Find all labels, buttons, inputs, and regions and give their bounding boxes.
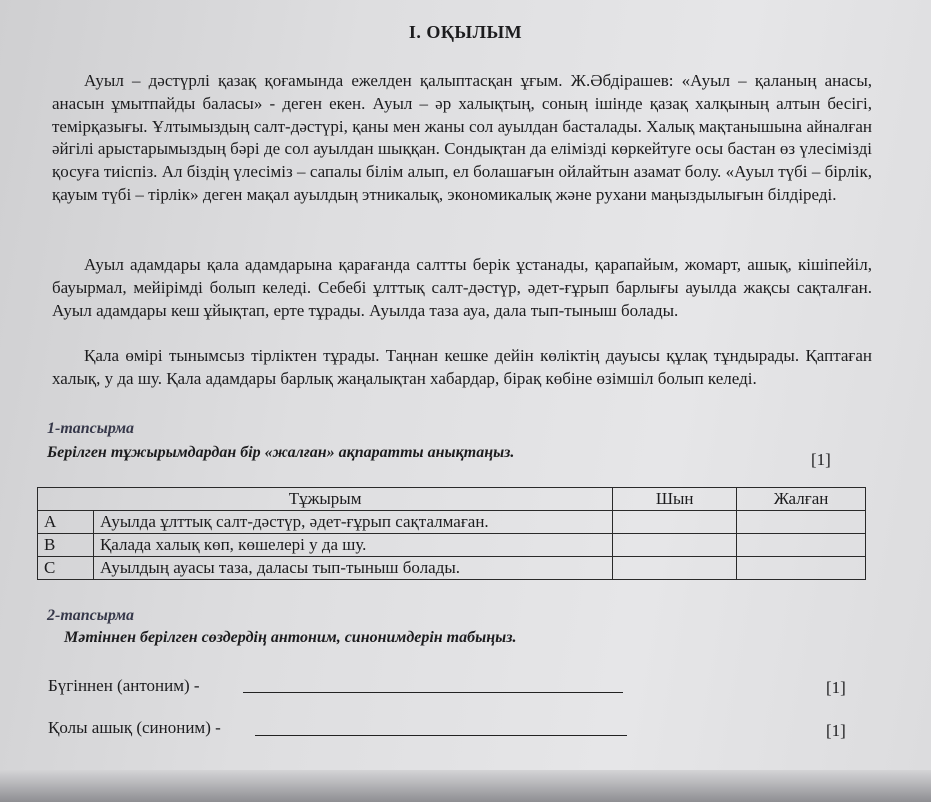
row-letter: A [38, 511, 94, 534]
paragraph-3: Қала өмірі тынымсыз тірліктен тұрады. Таңнан кешке дейін көліктің дауысы құлақ тұндырады. Қаптаған халық, у да шу. Қала адамдары барлық жаңалықтан хабардар, бірақ көбіне өзімшіл болып келеді. [52, 346, 872, 388]
table-row [38, 511, 866, 534]
false-cell[interactable] [737, 534, 866, 557]
table-header-row [38, 488, 866, 511]
page-shadow [0, 770, 931, 802]
task2-instruction: Мәтіннен берілген сөздердің антоним, синонимдерін табыңыз. [64, 629, 517, 646]
row-statement: Ауылда ұлттық салт-дәстүр, әдет-ғұрып сақталмаған. [93, 511, 612, 534]
antonym-answer-line[interactable] [243, 692, 623, 693]
row-letter: B [38, 534, 94, 557]
antonym-score: [1] [826, 678, 846, 697]
synonym-answer-line[interactable] [255, 735, 627, 736]
true-cell[interactable] [613, 534, 737, 557]
true-cell[interactable] [613, 557, 737, 580]
task1-label: 1-тапсырма [47, 420, 135, 437]
task2-label: 2-тапсырма [47, 607, 135, 624]
header-statement: Тұжырым [38, 488, 613, 511]
row-letter: C [38, 557, 94, 580]
header-true: Шын [613, 488, 737, 511]
table-row [38, 534, 866, 557]
row-statement: Қалада халық көп, көшелері у да шу. [93, 534, 612, 557]
task1-score: [1] [811, 450, 831, 469]
header-false: Жалған [737, 488, 866, 511]
false-cell[interactable] [737, 557, 866, 580]
synonym-score: [1] [826, 721, 846, 740]
synonym-prompt: Қолы ашық (синоним) - [48, 718, 221, 737]
statements-table [37, 487, 866, 580]
paragraph-2: Ауыл адамдары қала адамдарына қарағанда салтты берік ұстанады, қарапайым, жомарт, ашық, кішіпейіл, бауырмал, мейірімді болып келеді. Себебі ұлттық салт-дәстүр, әдет-ғұрып барлығы ауылда жақсы сақталған. Ауыл адамдары кеш ұйықтап, ерте тұрады. Ауылда таза ауа, дала тып-тыныш болады. [52, 255, 872, 320]
table-row [38, 557, 866, 580]
antonym-prompt: Бүгіннен (антоним) - [48, 676, 200, 695]
paragraph-1: Ауыл – дәстүрлі қазақ қоғамында ежелден қалыптасқан ұғым. Ж.Әбдірашев: «Ауыл – қаланың анасы, анасын ұмытпайды баласы» - деген екен. Ауыл – әр халықтың, соның ішінде қазақ халқының алтын бесігі, темірқазығы. Ұлтымыздың салт-дәстүрі, қаны мен жаны сол ауылдан басталады. Халық мақтанышына айналған әйгілі арыстарымыздың бәрі де сол ауылдан шыққан. Сондықтан да елімізді көркейтуге осы бастан өз үлесімізді қосуға тиіспіз. Ал біздің үлесіміз – сапалы білім алып, ел болашағын ойлайтын азамат болу. «Ауыл түбі – бірлік, қауым түбі – тірлік» деген мақал ауылдың этникалық, экономикалық және рухани маңыздылығын білдіреді. [52, 71, 872, 204]
true-cell[interactable] [613, 511, 737, 534]
section-heading: I. ОҚЫЛЫМ [408, 22, 523, 42]
false-cell[interactable] [737, 511, 866, 534]
task1-instruction: Берілген тұжырымдардан бір «жалған» ақпаратты анықтаңыз. [47, 444, 515, 461]
row-statement: Ауылдың ауасы таза, даласы тып-тыныш болады. [93, 557, 612, 580]
